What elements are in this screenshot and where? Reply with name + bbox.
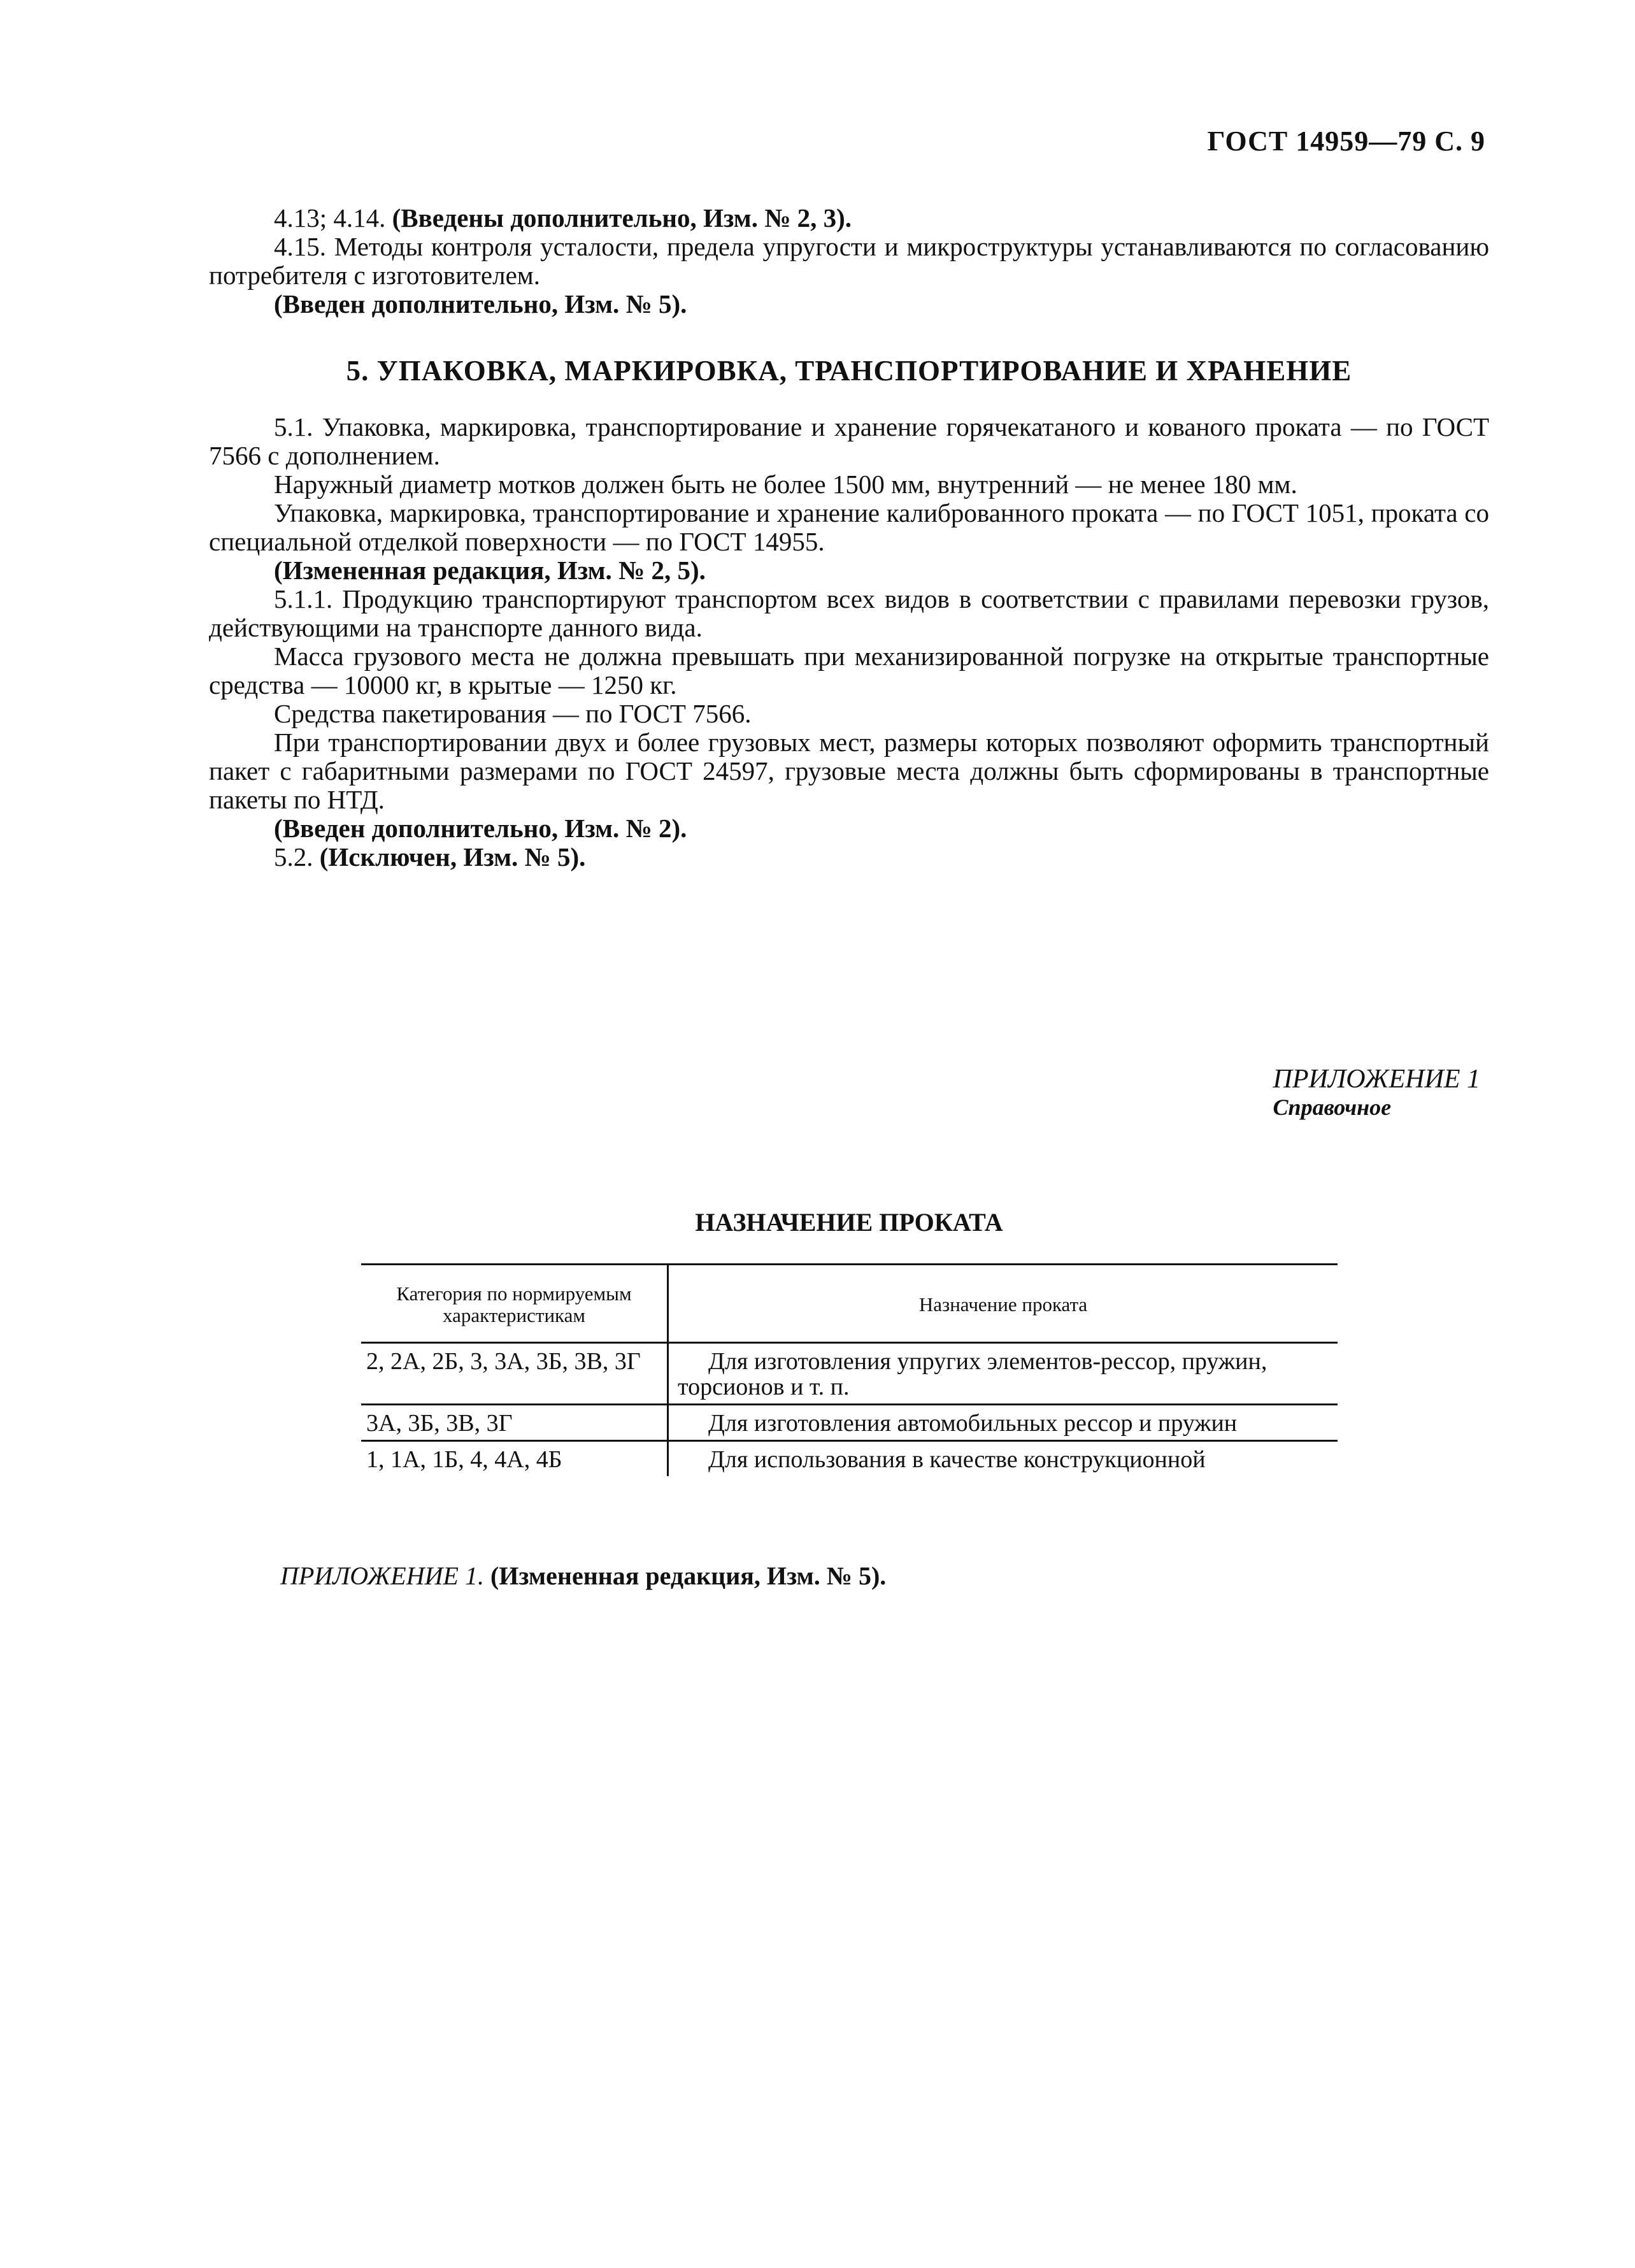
paragraph-calibrated: Упаковка, маркировка, транспортирование и хранение калиброванного проката — по ГОСТ 1051, проката со специальной отделкой поверхности — по ГОСТ 14955. [209,498,1489,556]
purpose-cell: Для изготовления автомобильных рессор и пружин [668,1405,1338,1441]
paragraph-5-1-1: 5.1.1. Продукцию транспортируют транспортом всех видов в соответствии с правилами перевозки грузов, действующими на транспорте данного вида. [209,584,1489,642]
paragraph-transport-package: При транспортировании двух и более грузовых мест, размеры которых позволяют оформить транспортный пакет с габаритными размерами по ГОСТ 24597, грузовые места должны быть сформированы в транспортные пакеты по НТД. [209,728,1489,814]
column-header-purpose: Назначение проката [668,1265,1338,1343]
appendix-kind: Справочное [1273,1095,1392,1120]
table-header-row [361,1265,1338,1343]
paragraph-diameter: Наружный диаметр мотков должен быть не более 1500 мм, внутренний — не менее 180 мм. [274,470,1297,499]
section-body [209,413,1489,872]
category-cell: 3А, 3Б, 3В, 3Г [361,1405,668,1441]
assignment-table [361,1263,1338,1476]
section-title: 5. УПАКОВКА, МАРКИРОВКА, ТРАНСПОРТИРОВАНИЕ И ХРАНЕНИЕ [346,355,1352,387]
amendment-note: (Введен дополнительно, Изм. № 5). [274,289,687,319]
table-row [361,1343,1338,1405]
paragraph-5-2: 5.2. (Исключен, Изм. № 5). [274,842,586,872]
paragraph-4-15: 4.15. Методы контроля усталости, предела упругости и микроструктуры устанавливаются по согласованию потребителя с изготовителем. [209,232,1489,290]
paragraph-4-13: 4.13; 4.14. (Введены дополнительно, Изм. № 2, 3). [274,203,852,233]
top-paragraphs [209,204,1489,319]
paragraph-packaging: Средства пакетирования — по ГОСТ 7566. [274,699,752,728]
amendment-note: (Введен дополнительно, Изм. № 2). [274,814,687,843]
column-header-category: Категория по нормируемым характеристикам [361,1265,668,1343]
amendment-note: (Измененная редакция, Изм. № 2, 5). [274,556,706,585]
page-header: ГОСТ 14959—79 С. 9 [1207,126,1485,157]
appendix-number: ПРИЛОЖЕНИЕ 1 [1273,1065,1480,1094]
category-cell: 2, 2А, 2Б, 3, 3А, 3Б, 3В, 3Г [361,1343,668,1405]
paragraph-5-1: 5.1. Упаковка, маркировка, транспортирование и хранение горячекатаного и кованого проката — по ГОСТ 7566 с дополнением. [209,412,1489,470]
paragraph-mass: Масса грузового места не должна превышать при механизированной погрузке на открытые транспортные средства — 10000 кг, в крытые — 1250 кг. [209,642,1489,700]
appendix-label [1273,1065,1480,1121]
category-cell: 1, 1А, 1Б, 4, 4А, 4Б [361,1441,668,1477]
footer-note: ПРИЛОЖЕНИЕ 1. (Измененная редакция, Изм. № 5). [280,1561,887,1590]
table-row [361,1405,1338,1441]
table-title: НАЗНАЧЕНИЕ ПРОКАТА [695,1208,1003,1237]
table-row [361,1441,1338,1477]
purpose-cell: Для использования в качестве конструкционной [708,1446,1206,1473]
purpose-cell: Для изготовления упругих элементов-рессор, пружин, торсионов и т. п. [668,1343,1338,1405]
